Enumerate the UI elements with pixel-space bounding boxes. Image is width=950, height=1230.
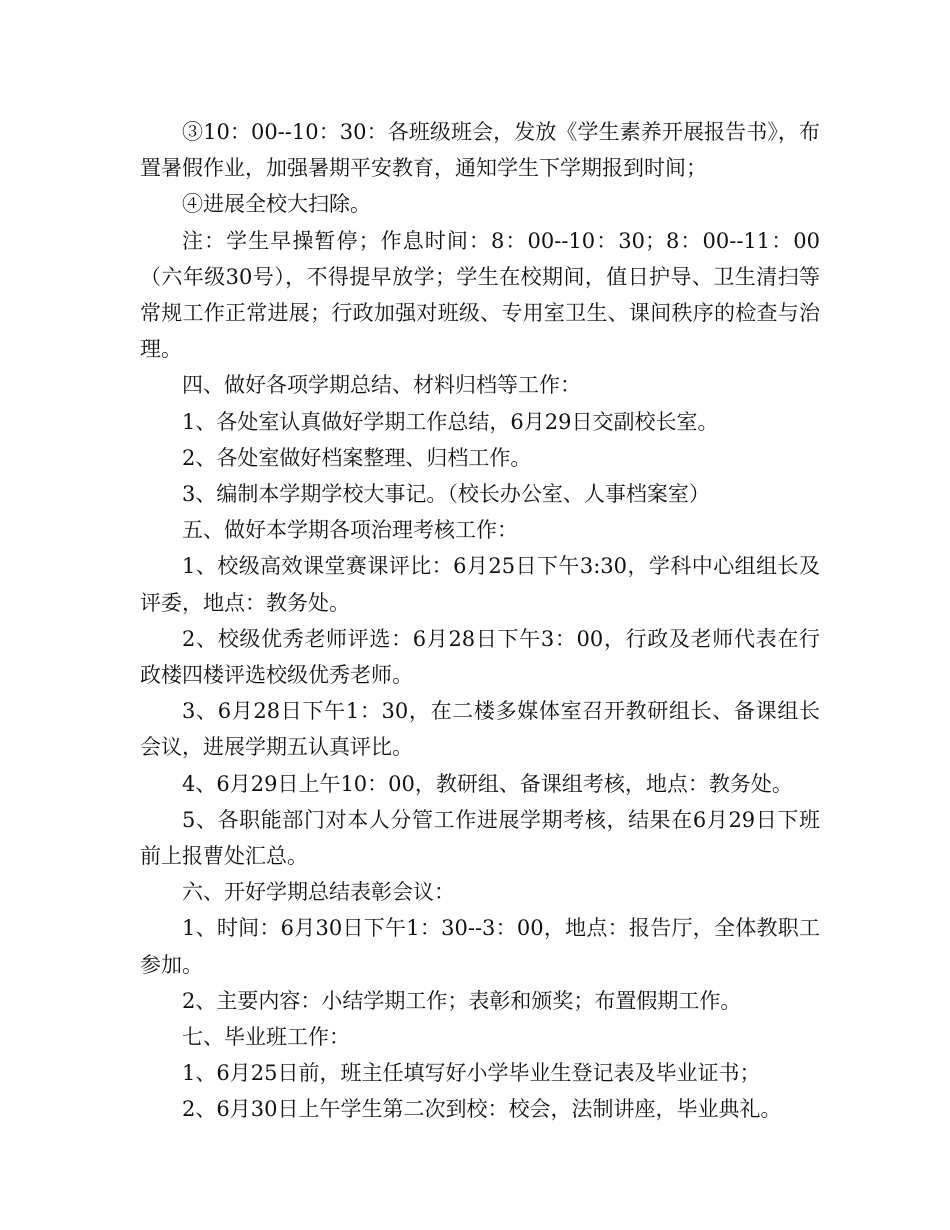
paragraph-note: 注：学生早操暂停；作息时间：8：00--10：30；8：00--11：00（六年级30号），不得提早放学；学生在校期间，值日护导、卫生清扫等常规工作正常进展；行政加强对班级、专用室卫生、课间秩序的检查与治理。 — [140, 228, 820, 362]
list-item: 4、6月29日上午10：00，教研组、备课组考核，地点：教务处。 — [182, 771, 793, 796]
list-item: 1、6月25日前，班主任填写好小学毕业生登记表及毕业证书； — [182, 1061, 761, 1086]
document-body — [140, 114, 820, 1128]
section-heading-5: 五、做好本学期各项治理考核工作： — [182, 518, 518, 543]
list-item: 2、6月30日上午学生第二次到校：校会，法制讲座，毕业典礼。 — [182, 1097, 782, 1122]
section-heading-6: 六、开好学期总结表彰会议： — [182, 880, 455, 905]
list-item: 2、校级优秀老师评选：6月28日下午3：00，行政及老师代表在行政楼四楼评选校级优秀老师。 — [140, 626, 820, 688]
section-heading-7: 七、毕业班工作： — [182, 1025, 350, 1050]
section-heading-4: 四、做好各项学期总结、材料归档等工作： — [182, 373, 581, 398]
list-item: 1、校级高效课堂赛课评比：6月25日下午3:30，学科中心组组长及评委，地点：教务处。 — [140, 554, 820, 615]
list-item: 2、主要内容：小结学期工作；表彰和颁奖；布置假期工作。 — [182, 988, 742, 1013]
paragraph-class-meeting: ③10：00--10：30：各班级班会，发放《学生素养开展报告书》，布置暑假作业，加强暑期平安教育，通知学生下学期报到时间； — [140, 120, 820, 181]
list-item: 2、各处室做好档案整理、归档工作。 — [182, 445, 532, 470]
list-item: 1、时间：6月30日下午1：30--3：00，地点：报告厅，全体教职工参加。 — [140, 916, 820, 977]
list-item: 1、各处室认真做好学期工作总结，6月29日交副校长室。 — [182, 409, 719, 434]
list-item: 3、编制本学期学校大事记。（校长办公室、人事档案室） — [182, 482, 710, 507]
list-item: 5、各职能部门对本人分管工作进展学期考核，结果在6月29日下班前上报曹处汇总。 — [140, 807, 820, 869]
paragraph-cleaning: ④进展全校大扫除。 — [182, 192, 371, 217]
list-item: 3、6月28日下午1：30，在二楼多媒体室召开教研组长、备课组长会议，进展学期五认真评比。 — [140, 699, 820, 760]
